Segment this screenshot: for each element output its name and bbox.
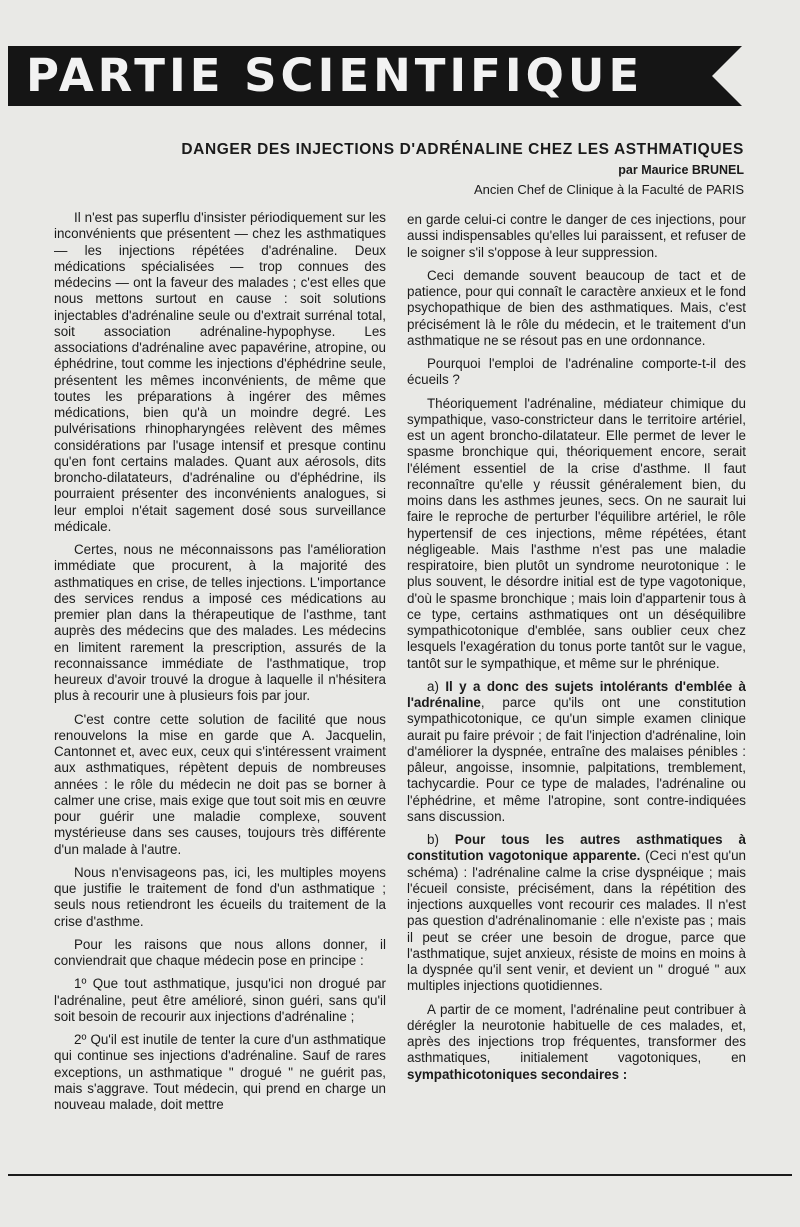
paragraph: Certes, nous ne méconnaissons pas l'amélioration immédiate que procurent, à la majorité des asthmatiques en crise, de telles injections. L'importance des services rendus a imposé ces médications au premier plan dans la thérapeutique de l'asthme, tant auprès des médecins que des malades. Les médecins en limitent rarement la prescription, assurés de la reconnaissance immédiate de l'asthmatique, trop heureux d'avoir trouvé la drogue à laquelle il n'hésitera plus à recourir une à plusieurs fois par jour. <box>54 542 386 704</box>
left-column <box>54 210 386 1120</box>
paragraph: Théoriquement l'adrénaline, médiateur chimique du sympathique, vaso-constricteur dans le territoire artériel, est un agent broncho-dilatateur. Elle permet de lever le spasme bronchique qui, théoriquement encore, serait l'élément essentiel de la crise d'asthme. Il faut reconnaître qu'elle y réussit généralement bien, du moins dans les asthmes jeunes, secs. On ne saurait lui faire le reproche de perturber l'équilibre artériel, le rôle hypertensif de ces injections, même répétées, étant négligeable. Mais l'asthme n'est pas une maladie respiratoire, bien plutôt un syndrome neurotonique : le plus souvent, le désordre initial est de type vagotonique, d'où le spasme bronchique ; mais loin d'appartenir tous à ce type, certains asthmatiques ont un déséquilibre sympathicotonique d'emblée, sans oublier ceux chez lesquels l'exagération du tonus porte tantôt sur le vague, tantôt sur le sympathique, et même sur le phrénique. <box>407 395 746 671</box>
article-title: DANGER DES INJECTIONS D'ADRÉNALINE CHEZ LES ASTHMATIQUES <box>181 141 744 158</box>
paragraph: Pour les raisons que nous allons donner, il conviendrait que chaque médecin pose en principe : <box>54 936 386 968</box>
paragraph-text: (Ceci n'est qu'un schéma) : l'adrénaline calme la crise dyspnéique ; mais l'écueil consiste, précisément, dans la répétition des injections auxquelles vont recourir ces malades. Il n'est pas question d'adrénalinomanie : elle n'existe pas ; mais il peut se créer une besoin de drogue, parce que l'asthmatique, sujet anxieux, résiste de moins en moins à la dyspnée qu'il sent venir, et devient un " drogué " aux multiples injections quotidiennes. <box>407 848 746 994</box>
paragraph <box>407 832 746 995</box>
emphasis: Pour tous les autres asthmatiques à constitution vagotonique apparente. <box>407 832 746 864</box>
emphasis: sympathicotoniques secondaires : <box>407 1066 628 1082</box>
paragraph: Ceci demande souvent beaucoup de tact et de patience, pour qui connaît le caractère anxieux et le fond psychopathique de bien des asthmatiques. Mais, c'est précisément là le rôle du médecin, et le traitement d'un asthmatique ne se résout pas en une ordonnance. <box>407 267 746 348</box>
emphasis: Il y a donc des sujets intolérants d'emblée à l'adrénaline <box>407 678 746 710</box>
paragraph: 1º Que tout asthmatique, jusqu'ici non drogué par l'adrénaline, peut être amélioré, sinon guéri, sans qu'il soit besoin de recourir aux injections d'adrénaline ; <box>54 976 386 1024</box>
paragraph-text: , parce qu'ils ont une constitution sympathicotonique, ce qu'un simple examen clinique aurait pu faire prévoir ; de fait l'injection d'adrénaline, loin d'améliorer la dyspnée, entraîne des malaises pénibles : pâleur, angoisse, insomnie, palpitations, tremblement, tachycardie. Pour ce type de malades, l'adrénaline ou l'éphédrine, et même l'atropine, sont contre-indiquées sans discussion. <box>407 695 746 824</box>
paragraph: C'est contre cette solution de facilité que nous renouvelons la mise en garde que A. Jacquelin, Cantonnet et, avec eux, ceux qui s'intéressent vraiment aux asthmatiques, répètent depuis de nombreuses années : le rôle du médecin ne doit pas se borner à calmer une crise, mais exige que tout soit mis en œuvre pour guérir une maladie complexe, souvent mystérieuse dans ses causes, toujours très différente d'un malade à l'autre. <box>54 711 386 857</box>
list-marker: b) <box>427 832 455 847</box>
section-title: PARTIE SCIENTIFIQUE <box>26 49 644 102</box>
right-column <box>407 212 746 1090</box>
paragraph: 2º Qu'il est inutile de tenter la cure d'un asthmatique qui continue ses injections d'adrénaline. Sauf de rares exceptions, un asthmatique " drogué " ne guérit pas, mais s'aggrave. Tout médecin, qui prend en charge un nouveau malade, doit mettre <box>54 1032 386 1112</box>
article-header <box>181 140 744 198</box>
list-marker: a) <box>427 678 446 694</box>
paragraph-text: A partir de ce moment, l'adrénaline peut contribuer à dérégler la neurotonie habituelle de ces malades, et, après des injections trop fréquentes, transformer des asthmatiques, initialement vagotoniques, en <box>407 1001 746 1066</box>
paragraph: en garde celui-ci contre le danger de ces injections, pour aussi indispensables qu'elles lui paraissent, et refuser de le soigner s'il s'oppose à leur suppression. <box>407 212 746 260</box>
paragraph <box>407 679 746 825</box>
article-byline: par Maurice BRUNEL <box>618 163 744 177</box>
paragraph: Il n'est pas superflu d'insister périodiquement sur les inconvénients que présentent — chez les asthmatiques — les injections répétées d'adrénaline. Deux médications spécialisées — trop connues des médecins — ont la faveur des malades ; c'est elles que nous mettons surtout en cause : soit solutions injectables d'adrénaline seule ou d'extrait surrénal total, soit association adrénaline-hypophyse. Les associations d'adrénaline avec papavérine, atropine, ou éphédrine, tout comme les injections d'éphédrine seule, présentent les mêmes inconvénients, de même que toutes les préparations à ingérer des mêmes médications, bien qu'à un moindre degré. Les pulvérisations rhinopharyngées relèvent des mêmes considérations par l'usage intensif et presque continu qu'en font certains malades. Quant aux aérosols, dits broncho-dilatateurs, d'adrénaline ou d'éphédrine, ils pourraient présenter des inconvénients analogues, si leur emploi n'était sagement dosé sous surveillance médicale. <box>54 210 386 534</box>
bottom-rule <box>8 1174 792 1176</box>
section-banner <box>8 46 742 106</box>
paragraph: Nous n'envisageons pas, ici, les multiples moyens que justifie le traitement de fond d'un asthmatique ; seuls nous retiendront les écueils du traitement de la crise d'asthme. <box>54 864 386 929</box>
paragraph <box>407 1002 746 1083</box>
paragraph: Pourquoi l'emploi de l'adrénaline comporte-t-il des écueils ? <box>407 356 746 388</box>
article-affiliation: Ancien Chef de Clinique à la Faculté de PARIS <box>473 182 744 197</box>
